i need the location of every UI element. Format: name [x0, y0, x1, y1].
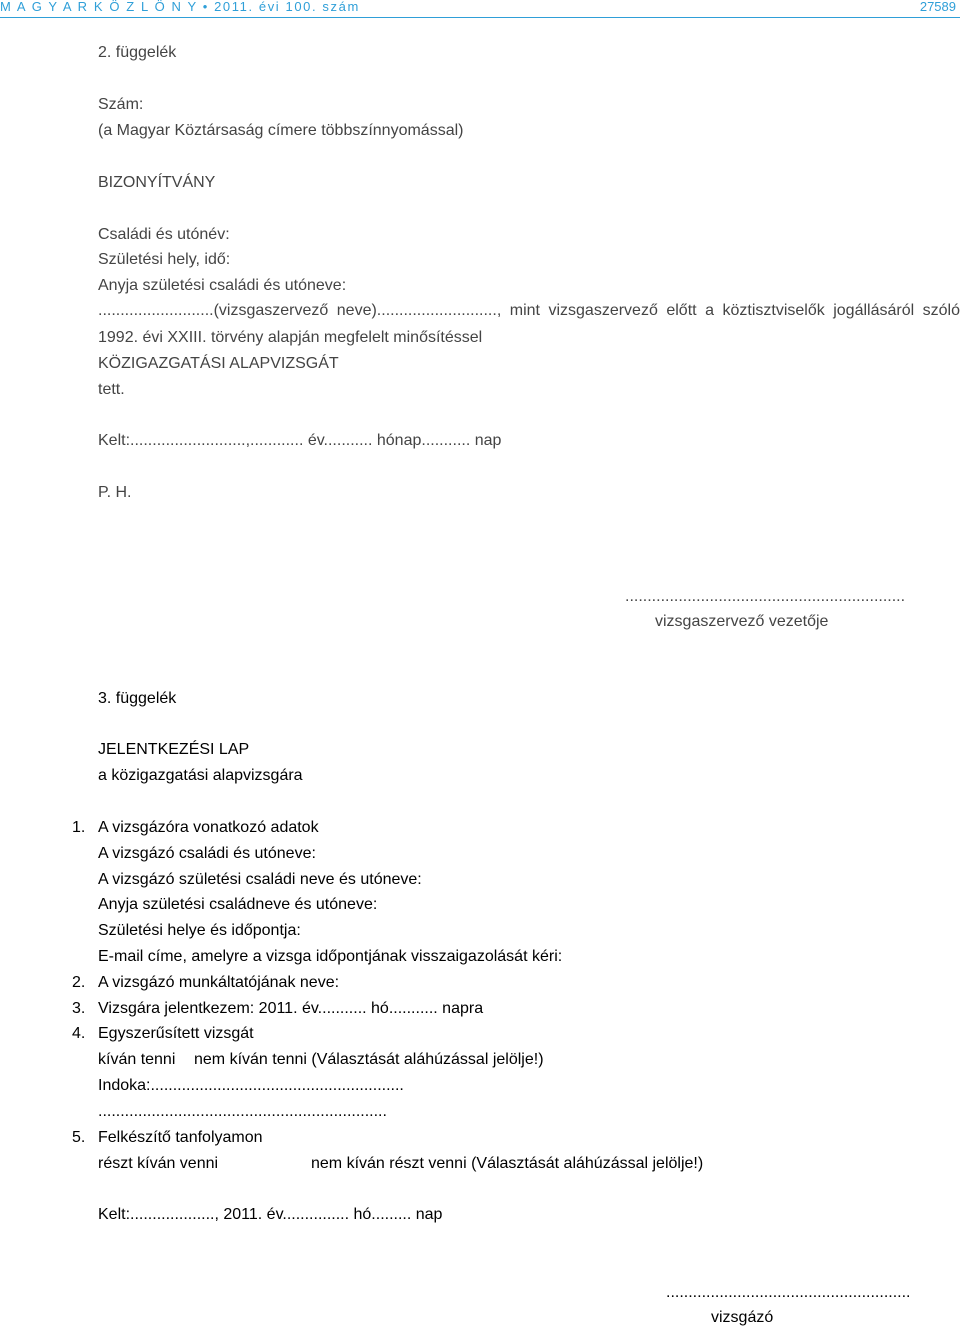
tett-text: tett. [98, 381, 125, 398]
option-course-yes: részt kíván venni [98, 1155, 219, 1172]
certificate-body-line-2: 1992. évi XXIII. törvény alapján megfelelt minősítéssel [98, 329, 483, 346]
form-date-line: Kelt:..................., 2011. év............... hó......... nap [98, 1206, 443, 1223]
item-text: Anyja születési családneve és utóneve: [98, 896, 378, 913]
item-text: A vizsgázóra vonatkozó adatok [98, 819, 319, 836]
item-text: A vizsgázó családi és utóneve: [98, 845, 316, 862]
form-subtitle: a közigazgatási alapvizsgára [98, 767, 303, 784]
reason-line: Indoka:......................................................... [98, 1077, 404, 1094]
item-text: Egyszerűsített vizsgát [98, 1025, 254, 1042]
coat-of-arms-note: (a Magyar Köztársaság címere többszínnyomással) [98, 122, 464, 139]
item-number: 5. [72, 1129, 86, 1146]
certificate-body-line-1: ..........................(vizsgaszervező neve)..........................., mint vizsgaszervező előtt a köztisztviselők jogállásáról szóló [98, 302, 960, 319]
item-text: Születési helye és időpontja: [98, 922, 301, 939]
applicant-signature-dots: ....................................................... [666, 1284, 911, 1301]
option-simplified-no: nem kíván tenni (Választását aláhúzással jelölje!) [194, 1051, 544, 1068]
appendix-3-heading: 3. függelék [98, 690, 177, 707]
item-text: A vizsgázó munkáltatójának neve: [98, 974, 340, 991]
mother-name-field-label: Anyja születési családi és utóneve: [98, 277, 347, 294]
number-label: Szám: [98, 96, 144, 113]
name-field-label: Családi és utónév: [98, 226, 230, 243]
certificate-title: BIZONYÍTVÁNY [98, 174, 216, 191]
signature-dots: ............................................................... [625, 588, 906, 605]
birth-field-label: Születési hely, idő: [98, 251, 231, 268]
header-rule [0, 17, 960, 18]
appendix-2-heading: 2. függelék [98, 44, 177, 61]
running-header [0, 0, 960, 22]
applicant-signature-label: vizsgázó [711, 1309, 774, 1326]
reason-continuation-line: ................................................................. [98, 1103, 387, 1120]
item-text: E-mail címe, amelyre a vizsga időpontjának visszaigazolását kéri: [98, 948, 563, 965]
item-number: 3. [72, 1000, 86, 1017]
item-number: 2. [72, 974, 86, 991]
item-number: 4. [72, 1025, 86, 1042]
option-simplified-yes: kíván tenni [98, 1051, 176, 1068]
item-number: 1. [72, 819, 86, 836]
item-text: Felkészítő tanfolyamon [98, 1129, 263, 1146]
stamp-placeholder: P. H. [98, 484, 132, 501]
option-course-no: nem kíván részt venni (Választását aláhúzással jelölje!) [311, 1155, 704, 1172]
form-title: JELENTKEZÉSI LAP [98, 741, 250, 758]
signature-label: vizsgaszervező vezetője [655, 613, 829, 630]
publication-title: M A G Y A R K Ö Z L Ö N Y • 2011. évi 100. szám [0, 0, 360, 14]
item-text: Vizsgára jelentkezem: 2011. év........... hó........... napra [98, 1000, 484, 1017]
exam-name: KÖZIGAZGATÁSI ALAPVIZSGÁT [98, 355, 339, 372]
page-number: 27589 [919, 0, 956, 14]
item-text: A vizsgázó születési családi neve és utóneve: [98, 871, 422, 888]
date-line: Kelt:..........................,............ év........... hónap........... nap [98, 432, 502, 449]
